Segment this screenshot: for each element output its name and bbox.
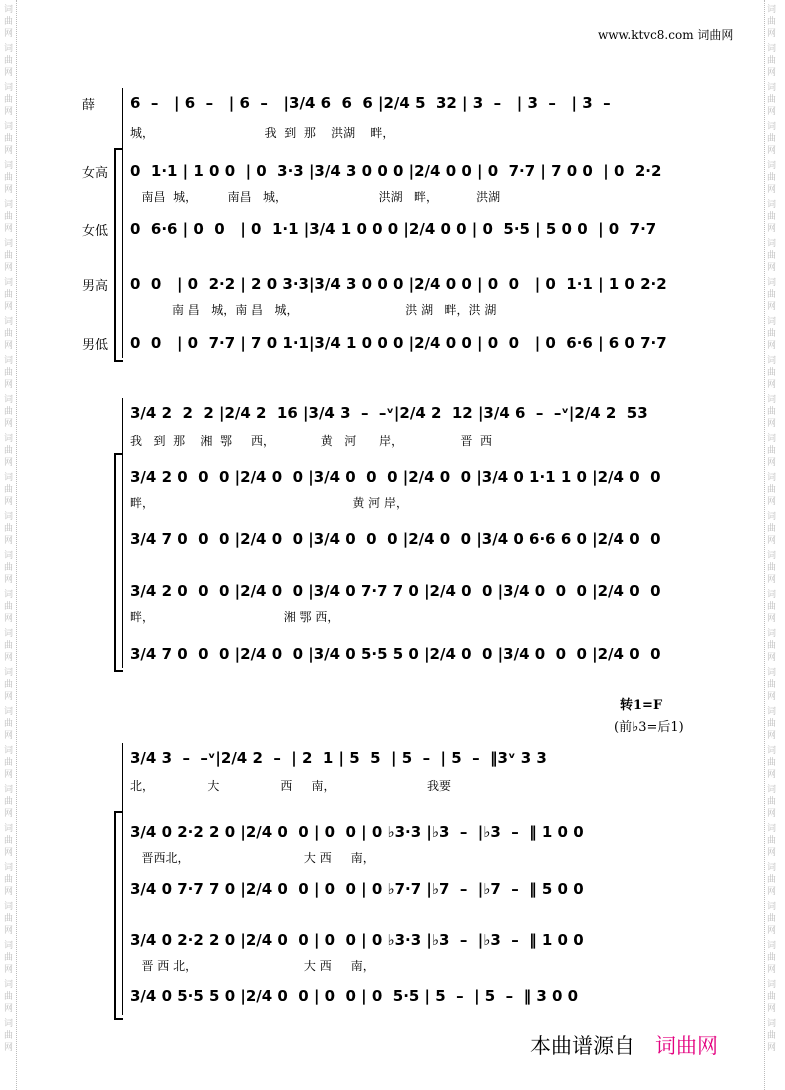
watermark-glyph: 词曲网 (767, 473, 777, 507)
system-line (122, 398, 123, 668)
right-watermark-strip (764, 0, 779, 1090)
notes: 3/4 2 0 0 0 |2/4 0 0 |3/4 0 0 0 |2/4 0 0 |3/4 0 1·1 1 0 |2/4 0 0 (130, 468, 661, 486)
lyrics: 南 昌 城，南 昌 城， 洪 湖 畔，洪 湖 (130, 303, 497, 317)
lyrics: 畔， 黄 河 岸， (130, 496, 408, 510)
notes: 3/4 2 2 2 |2/4 2 16 |3/4 3 – –ᵛ|2/4 2 12 |3/4 6 – –ᵛ|2/4 2 53 (130, 404, 648, 422)
part-name: 女高 (82, 166, 109, 181)
watermark-glyph: 词曲网 (4, 785, 14, 819)
watermark-glyph: 词曲网 (767, 317, 777, 351)
watermark-glyph: 词曲网 (4, 473, 14, 507)
watermark-glyph: 词曲网 (767, 1019, 777, 1053)
watermark-glyph: 词曲网 (4, 707, 14, 741)
notes: 3/4 7 0 0 0 |2/4 0 0 |3/4 0 0 0 |2/4 0 0 |3/4 0 6·6 6 0 |2/4 0 0 (130, 530, 661, 548)
watermark-glyph: 词曲网 (4, 512, 14, 546)
watermark-glyph: 词曲网 (767, 356, 777, 390)
key-change-note: (前♭3=后1) (614, 720, 684, 735)
watermark-glyph: 词曲网 (767, 239, 777, 273)
footer-brand-link[interactable]: 词曲网 (655, 1034, 718, 1058)
watermark-glyph: 词曲网 (767, 629, 777, 663)
part-name: 男高 (82, 279, 109, 294)
watermark-glyph: 词曲网 (767, 5, 777, 39)
system-line (122, 88, 123, 358)
score-system-3 (85, 743, 705, 1023)
notes: 3/4 0 2·2 2 0 |2/4 0 0 | 0 0 | 0 ♭3·3 |♭3 – |♭3 – ‖ 1 0 0 (130, 931, 584, 949)
site-watermark: www.ktvc8.com 词曲网 (598, 28, 734, 42)
lyrics: 畔， 湘 鄂 西， (130, 610, 340, 624)
watermark-glyph: 词曲网 (4, 278, 14, 312)
part-name: 薛 (82, 98, 96, 113)
watermark-glyph: 词曲网 (4, 200, 14, 234)
footer-prefix: 本曲谱源自 (530, 1034, 635, 1058)
watermark-glyph: 词曲网 (767, 161, 777, 195)
watermark-glyph: 词曲网 (767, 200, 777, 234)
watermark-glyph: 词曲网 (4, 902, 14, 936)
watermark-glyph: 词曲网 (767, 902, 777, 936)
notes: 3/4 3 – –ᵛ|2/4 2 – | 2 1 | 5 5 | 5 – | 5 – ‖3ᵛ 3 3 (130, 749, 547, 767)
watermark-glyph: 词曲网 (767, 122, 777, 156)
watermark-glyph: 词曲网 (767, 512, 777, 546)
lyrics: 晋 西 北， 大 西 南， (130, 959, 375, 973)
left-watermark-strip (2, 0, 17, 1090)
score-system-1 (82, 88, 705, 368)
notes: 0 1·1 | 1 0 0 | 0 3·3 |3/4 3 0 0 0 |2/4 0 0 | 0 7·7 | 7 0 0 | 0 2·2 (130, 162, 662, 180)
notes: 3/4 0 7·7 7 0 |2/4 0 0 | 0 0 | 0 ♭7·7 |♭7 – |♭7 – ‖ 5 0 0 (130, 880, 584, 898)
watermark-glyph: 词曲网 (4, 863, 14, 897)
watermark-glyph: 词曲网 (767, 590, 777, 624)
watermark-glyph: 词曲网 (4, 356, 14, 390)
watermark-glyph: 词曲网 (4, 1019, 14, 1053)
watermark-glyph: 词曲网 (767, 44, 777, 78)
watermark-glyph: 词曲网 (767, 668, 777, 702)
watermark-glyph: 词曲网 (767, 746, 777, 780)
notes: 3/4 7 0 0 0 |2/4 0 0 |3/4 0 5·5 5 0 |2/4 0 0 |3/4 0 0 0 |2/4 0 0 (130, 645, 661, 663)
watermark-glyph: 词曲网 (767, 863, 777, 897)
watermark-glyph: 词曲网 (767, 785, 777, 819)
score-system-2 (85, 398, 705, 678)
notes: 0 0 | 0 7·7 | 7 0 1·1|3/4 1 0 0 0 |2/4 0 0 | 0 0 | 0 6·6 | 6 0 7·7 (130, 334, 667, 352)
notes: 0 6·6 | 0 0 | 0 1·1 |3/4 1 0 0 0 |2/4 0 0 | 0 5·5 | 5 0 0 | 0 7·7 (130, 220, 657, 238)
watermark-glyph: 词曲网 (4, 83, 14, 117)
watermark-glyph: 词曲网 (4, 551, 14, 585)
watermark-glyph: 词曲网 (4, 590, 14, 624)
notes: 0 0 | 0 2·2 | 2 0 3·3|3/4 3 0 0 0 |2/4 0 0 | 0 0 | 0 1·1 | 1 0 2·2 (130, 275, 667, 293)
watermark-glyph: 词曲网 (4, 824, 14, 858)
lyrics: 我 到 那 湘 鄂 西， 黄 河 岸， 晋 西 (130, 434, 492, 448)
watermark-glyph: 词曲网 (767, 980, 777, 1014)
part-name: 男低 (82, 338, 109, 353)
part-name: 女低 (82, 224, 109, 239)
notes: 3/4 0 2·2 2 0 |2/4 0 0 | 0 0 | 0 ♭3·3 |♭3 – |♭3 – ‖ 1 0 0 (130, 823, 584, 841)
system-line (122, 743, 123, 1015)
watermark-glyph: 词曲网 (767, 551, 777, 585)
watermark-glyph: 词曲网 (767, 434, 777, 468)
watermark-glyph: 词曲网 (767, 707, 777, 741)
watermark-glyph: 词曲网 (4, 980, 14, 1014)
watermark-glyph: 词曲网 (4, 239, 14, 273)
watermark-glyph: 词曲网 (4, 161, 14, 195)
notes: 3/4 0 5·5 5 0 |2/4 0 0 | 0 0 | 0 5·5 | 5 – | 5 – ‖ 3 0 0 (130, 987, 579, 1005)
watermark-glyph: 词曲网 (767, 941, 777, 975)
watermark-glyph: 词曲网 (4, 434, 14, 468)
lyrics: 南昌 城， 南昌 城， 洪湖 畔， 洪湖 (130, 190, 501, 204)
watermark-glyph: 词曲网 (4, 746, 14, 780)
watermark-glyph: 词曲网 (767, 278, 777, 312)
lyrics: 城， 我 到 那 洪湖 畔， (130, 126, 395, 140)
lyrics: 北， 大 西 南， 我要 (130, 779, 452, 793)
watermark-glyph: 词曲网 (767, 824, 777, 858)
footer-source (530, 1030, 718, 1060)
watermark-glyph: 词曲网 (4, 44, 14, 78)
watermark-glyph: 词曲网 (767, 395, 777, 429)
key-change: 转1=F (620, 698, 663, 713)
notes: 3/4 2 0 0 0 |2/4 0 0 |3/4 0 7·7 7 0 |2/4 0 0 |3/4 0 0 0 |2/4 0 0 (130, 582, 661, 600)
watermark-glyph: 词曲网 (4, 668, 14, 702)
watermark-glyph: 词曲网 (4, 395, 14, 429)
watermark-glyph: 词曲网 (4, 122, 14, 156)
notes: 6 – | 6 – | 6 – |3/4 6 6 6 |2/4 5 32 | 3 – | 3 – | 3 – (130, 94, 611, 112)
watermark-glyph: 词曲网 (767, 83, 777, 117)
watermark-glyph: 词曲网 (4, 5, 14, 39)
watermark-glyph: 词曲网 (4, 317, 14, 351)
lyrics: 晋西北， 大 西 南， (130, 851, 375, 865)
watermark-glyph: 词曲网 (4, 629, 14, 663)
watermark-glyph: 词曲网 (4, 941, 14, 975)
